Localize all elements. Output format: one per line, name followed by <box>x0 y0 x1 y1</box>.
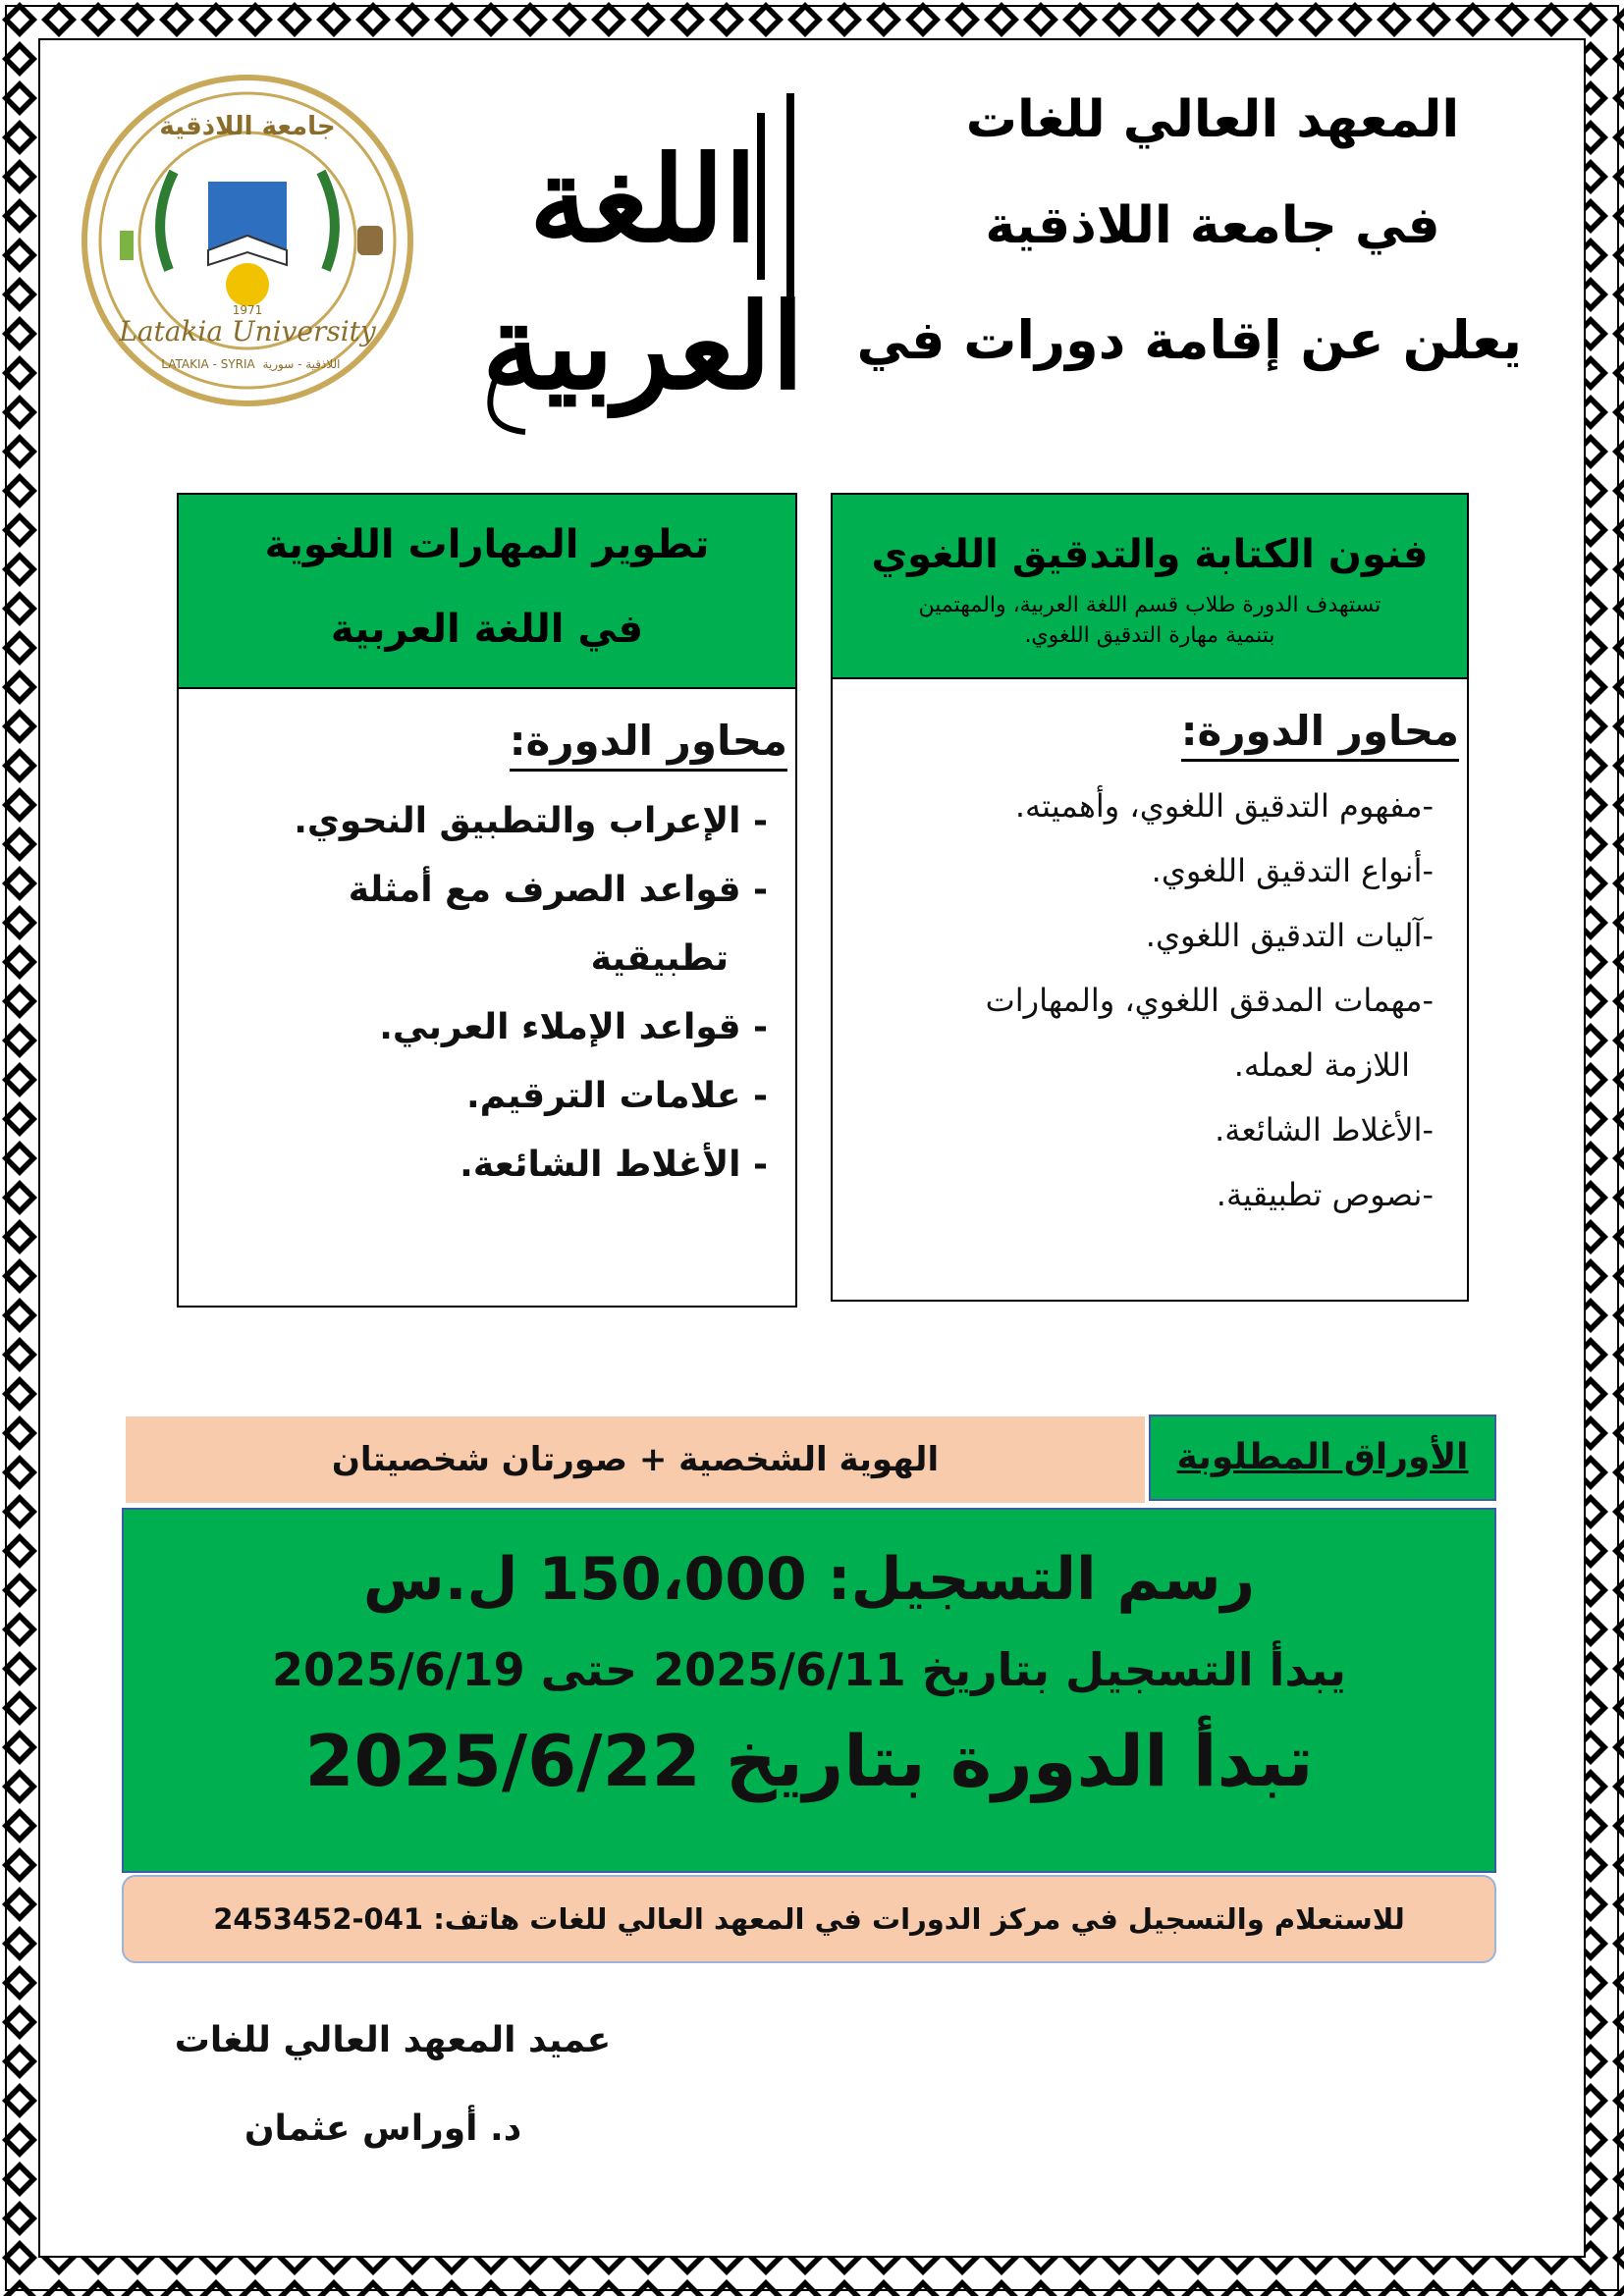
required-documents-value: الهوية الشخصية + صورتان شخصيتان <box>126 1416 1145 1503</box>
required-documents-label <box>1149 1415 1496 1501</box>
course-writing-axes-title: محاور الدورة: <box>1181 707 1459 762</box>
course-writing-target-1: تستهدف الدورة طلاب قسم اللغة العربية، والمهتمين <box>918 593 1381 617</box>
list-item: - الإعراب والتطبيق النحوي. <box>294 801 768 841</box>
contact-info: للاستعلام والتسجيل في مركز الدورات في المعهد العالي للغات هاتف: 041-2453452 <box>122 1875 1496 1963</box>
arabic-calligraphy <box>437 54 849 447</box>
fees-dates-panel <box>122 1508 1496 1873</box>
list-item: -نصوص تطبيقية. <box>1216 1176 1434 1213</box>
course-writing-title: فنون الكتابة والتدقيق اللغوي <box>871 532 1429 577</box>
list-item: -مفهوم التدقيق اللغوي، وأهميته. <box>1014 787 1434 825</box>
list-item: -آليات التدقيق اللغوي. <box>1145 917 1434 954</box>
course-writing-box <box>831 493 1469 1302</box>
course-skills-title-1: تطوير المهارات اللغوية <box>264 522 710 567</box>
course-skills-title-2: في اللغة العربية <box>330 607 644 652</box>
course-writing-header <box>833 495 1467 679</box>
list-item: -أنواع التدقيق اللغوي. <box>1151 852 1434 889</box>
logo-year: 1971 <box>232 303 263 317</box>
required-documents-label-text: الأوراق المطلوبة <box>1176 1437 1469 1477</box>
logo-place-en: LATAKIA - SYRIA <box>161 357 255 371</box>
list-item: -الأغلاط الشائعة. <box>1215 1111 1434 1148</box>
course-skills-axes-title: محاور الدورة: <box>510 717 787 772</box>
logo-arabic-name: جامعة اللاذقية <box>159 112 336 141</box>
svg-text:اللغة: اللغة <box>529 131 757 269</box>
list-item: - قواعد الإملاء العربي. <box>379 1007 768 1047</box>
course-start-date: تبدأ الدورة بتاريخ 2025/6/22 <box>304 1720 1314 1802</box>
university-name: في جامعة اللاذقية <box>985 196 1440 255</box>
logo-place-ar: اللاذقية - سورية <box>262 357 341 371</box>
registration-fee: رسم التسجيل: 150،000 ل.س <box>362 1545 1256 1614</box>
dean-name: د. أوراس عثمان <box>244 2109 522 2149</box>
list-item: - علامات الترقيم. <box>465 1076 768 1116</box>
institute-name: المعهد العالي للغات <box>965 90 1460 149</box>
list-item: تطبيقية <box>590 938 729 979</box>
list-item: -مهمات المدقق اللغوي، والمهارات <box>985 982 1434 1019</box>
course-skills-box <box>177 493 797 1308</box>
university-logo <box>81 74 414 407</box>
svg-text:العربية: العربية <box>482 278 804 416</box>
list-item: - الأغلاط الشائعة. <box>460 1145 768 1185</box>
dean-title: عميد المعهد العالي للغات <box>174 2020 612 2060</box>
announcement-line: يعلن عن إقامة دورات في <box>856 309 1522 371</box>
list-item: اللازمة لعمله. <box>1233 1046 1410 1084</box>
course-skills-header <box>179 495 795 689</box>
list-item: - قواعد الصرف مع أمثلة <box>348 870 768 910</box>
registration-period: يبدأ التسجيل بتاريخ 2025/6/11 حتى 2025/6/19 <box>271 1643 1347 1696</box>
logo-english-name: Latakia University <box>119 315 376 347</box>
course-writing-target-2: بتنمية مهارة التدقيق اللغوي. <box>1024 623 1275 648</box>
